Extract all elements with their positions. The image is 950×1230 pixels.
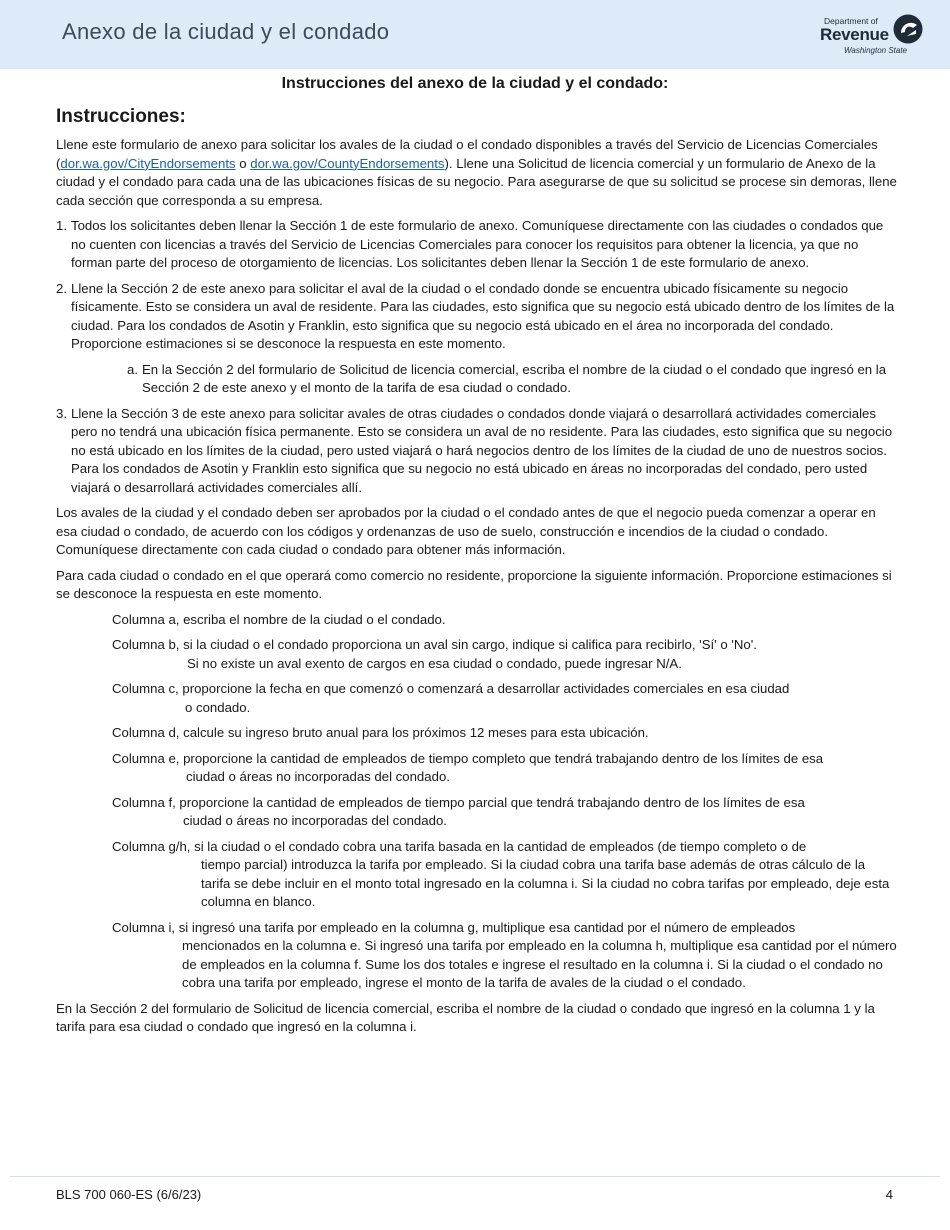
form-code: BLS 700 060-ES (6/6/23) bbox=[56, 1187, 202, 1202]
intro-paragraph: Llene este formulario de anexo para solicitar los avales de la ciudad o el condado disponibles a través del Servicio de Licencias Comerciales (dor.wa.gov/CityEndorsements o dor.wa.gov/CountyEndorsements). Llene una Solicitud de licencia comercial y un formulario de Anexo de la ciudad y el condado para cada una de las ubicaciones físicas de su negocio. Para asegurarse de que su solicitud se procese sin demoras, llene cada sección que corresponda a su empresa. bbox=[56, 137, 897, 208]
item-text: Todos los solicitantes deben llenar la Sección 1 de este formulario de anexo. Comuníquese directamente con las ciudades o condados que no cuenten con licencias a través del Servicio de Licencias Comerciales para conocer los requisitos para obtener la licencia, ya que no forman parte del proceso de otorgamiento de licencias. Los solicitantes deben llenar la Sección 1 de este formulario de anexo. bbox=[71, 218, 884, 270]
item-text: Llene la Sección 2 de este anexo para solicitar el aval de la ciudad o el condado donde se encuentra ubicado físicamente su negocio físicamente. Esto se considera un aval de residente. Para las ciudades, esto significa que su negocio está ubicado dentro de los límites de la ciudad. Para los condados de Asotin y Franklin, esto significa que su negocio está ubicado en el área no incorporada del condado. Proporcione estimaciones si se desconoce la respuesta en este momento. bbox=[71, 280, 895, 351]
item-number: 1. bbox=[56, 218, 67, 233]
logo-name-text: Revenue bbox=[820, 25, 889, 44]
form-title: Anexo de la ciudad y el condado bbox=[62, 19, 390, 44]
column-c-instruction: Columna c, proporcione la fecha en que comenzó o comenzará a desarrollar actividades comerciales en esa ciudad o condado. bbox=[112, 681, 790, 715]
column-instructions bbox=[112, 611, 898, 993]
city-endorsements-link[interactable]: dor.wa.gov/CityEndorsements bbox=[60, 155, 236, 171]
closing-paragraph: En la Sección 2 del formulario de Solicitud de licencia comercial, escriba el nombre de la ciudad o condado que ingresó en la columna 1 y la tarifa para esa ciudad o condado que ingresó en la columna i. bbox=[56, 1000, 875, 1034]
item-number: 2. bbox=[56, 280, 67, 296]
page-number: 4 bbox=[885, 1187, 893, 1202]
item-text: Llene la Sección 3 de este anexo para solicitar avales de otras ciudades o condados donde viajará o desarrollará actividades comerciales pero no tendrá una ubicación física permanente. Esto se considera un aval de no residente. Para las ciudades, esto significa que su negocio no está ubicado en los límites de la ciudad, pero usted viajará o hará negocios dentro de los límites de la ciudad de uno de nuestros socios. Para los condados de Asotin y Franklin esto significa que su negocio no está ubicado en áreas no incorporadas del condado, pero usted viajará o desarrollará actividades comerciales allí. bbox=[71, 405, 893, 495]
column-a-instruction: Columna a, escriba el nombre de la ciudad o el condado. bbox=[112, 611, 446, 627]
instruction-item-1 bbox=[56, 217, 898, 273]
instruction-item-3 bbox=[56, 405, 898, 498]
approval-note: Los avales de la ciudad y el condado deben ser aprobados por la ciudad o el condado antes de que el negocio pueda comenzar a operar en esa ciudad o condado, de acuerdo con los códigos y ordenanzas de uso de suelo, construcción e incendios de la ciudad o condado. Comuníquese directamente con cada ciudad o condado para obtener más información. bbox=[56, 505, 876, 557]
column-e-instruction: Columna e, proporcione la cantidad de empleados de tiempo completo que tendrá trabajando dentro de los límites de esa ciudad o áreas no incorporadas del condado. bbox=[112, 750, 824, 784]
logo-dept-text: Department of bbox=[824, 16, 878, 26]
dor-emblem-icon bbox=[892, 13, 924, 45]
document-title: Instrucciones del anexo de la ciudad y el condado: bbox=[281, 75, 669, 92]
instruction-item-2 bbox=[56, 280, 898, 398]
instructions-heading: Instrucciones: bbox=[56, 106, 186, 127]
item-number: 3. bbox=[56, 405, 67, 421]
nonresident-intro: Para cada ciudad o condado en el que operará como comercio no residente, proporcione la siguiente información. Proporcione estimaciones si se desconoce la respuesta en este momento. bbox=[56, 567, 892, 601]
column-b-instruction: Columna b, si la ciudad o el condado proporciona un aval sin cargo, indique si califica para recibirlo, 'Sí' o 'No'. Si no existe un aval exento de cargos en esa ciudad o condado, puede ingresar N/A. bbox=[112, 637, 757, 671]
logo-state-text: Washington State bbox=[844, 46, 908, 55]
column-d-instruction: Columna d, calcule su ingreso bruto anual para los próximos 12 meses para esta ubicación. bbox=[112, 725, 649, 740]
column-i-instruction: Columna i, si ingresó una tarifa por empleado en la columna g, multiplique esa cantidad por el número de empleados mencionados en la columna e. Si ingresó una tarifa por empleado en la columna h, multiplique esa cantidad por el número de empleados en la columna f. Sume los dos totales e ingrese el resultado en la columna i. Si la ciudad o el condado no cobra una tarifa por empleado, ingrese el monto de la tarifa de avales de la ciudad o el condado. bbox=[112, 919, 897, 990]
county-endorsements-link[interactable]: dor.wa.gov/CountyEndorsements bbox=[250, 155, 445, 171]
subitem-letter: a. bbox=[127, 361, 138, 377]
dor-logo bbox=[818, 13, 928, 59]
instructions-body bbox=[56, 136, 898, 1044]
column-gh-instruction: Columna g/h, si la ciudad o el condado cobra una tarifa basada en la cantidad de empleados (de tiempo completo o de tiempo parcial) introduzca la tarifa por empleado. Si la ciudad cobra una tarifa base además de otras cálculo de la tarifa se debe incluir en el monto total ingresado en la columna i. Si la ciudad no cobra tarifas por empleado, deje esta columna en blanco. bbox=[112, 838, 890, 909]
column-f-instruction: Columna f, proporcione la cantidad de empleados de tiempo parcial que tendrá trabajando dentro de los límites de esa ciudad o áreas no incorporadas del condado. bbox=[112, 794, 805, 828]
page-header bbox=[0, 0, 950, 69]
subitem-text: En la Sección 2 del formulario de Solicitud de licencia comercial, escriba el nombre de la ciudad o el condado que ingresó en la Sección 2 de este anexo y el monto de la tarifa de esa ciudad o condado. bbox=[142, 361, 887, 395]
instruction-subitem-a bbox=[127, 361, 898, 398]
footer-divider bbox=[10, 1176, 940, 1177]
